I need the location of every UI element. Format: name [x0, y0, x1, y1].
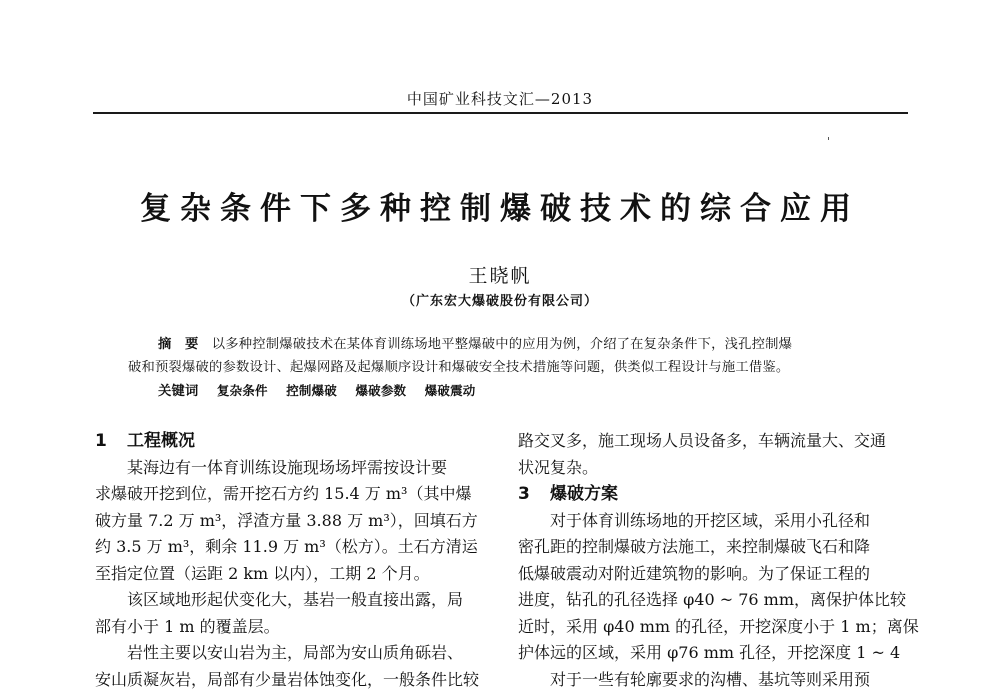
keyword: 爆破参数	[355, 383, 406, 398]
keywords-line	[158, 380, 476, 399]
header-rule	[93, 112, 908, 114]
text-line: 部有小于 1 m 的覆盖层。	[95, 614, 505, 641]
abstract-label: 摘 要	[158, 337, 199, 352]
author-name: 王晓帆	[0, 261, 1000, 288]
abstract-line-2: 破和预裂爆破的参数设计、起爆网路及起爆顺序设计和爆破安全技术措施等问题，供类似工程设计与施工借鉴。	[128, 356, 789, 375]
text-line: 状况复杂。	[518, 455, 928, 482]
keyword: 控制爆破	[286, 383, 337, 398]
section-heading-3	[518, 481, 928, 508]
article-title: 复杂条件下多种控制爆破技术的综合应用	[0, 183, 1000, 228]
text-line: 对于一些有轮廓要求的沟槽、基坑等则采用预	[518, 667, 928, 693]
scan-speck	[828, 137, 829, 140]
right-column	[518, 428, 928, 693]
running-head: 中国矿业科技文汇—2013	[0, 88, 1000, 109]
keyword: 爆破震动	[425, 383, 476, 398]
text-line: 路交叉多，施工现场人员设备多，车辆流量大、交通	[518, 428, 928, 455]
keyword: 复杂条件	[217, 383, 268, 398]
text-line: 护体远的区域，采用 φ76 mm 孔径，开挖深度 1 ~ 4	[518, 640, 928, 667]
text-line: 该区域地形起伏变化大，基岩一般直接出露，局	[95, 587, 505, 614]
text-line: 对于体育训练场地的开挖区域，采用小孔径和	[518, 508, 928, 535]
text-line: 岩性主要以安山岩为主，局部为安山质角砾岩、	[95, 640, 505, 667]
section-title: 爆破方案	[550, 484, 618, 504]
text-line: 进度，钻孔的孔径选择 φ40 ~ 76 mm，离保护体比较	[518, 587, 928, 614]
section-title: 工程概况	[127, 431, 195, 451]
text-line: 某海边有一体育训练设施现场场坪需按设计要	[95, 455, 505, 482]
section-number: 1	[95, 428, 127, 455]
abstract-text-1: 以多种控制爆破技术在某体育训练场地平整爆破中的应用为例，介绍了在复杂条件下，浅孔控制爆	[212, 337, 792, 352]
text-line: 约 3.5 万 m³，剩余 11.9 万 m³（松方）。土石方清运	[95, 534, 505, 561]
abstract-line-1	[158, 333, 792, 352]
section-heading-1	[95, 428, 505, 455]
section-number: 3	[518, 481, 550, 508]
text-line: 低爆破震动对附近建筑物的影响。为了保证工程的	[518, 561, 928, 588]
text-line: 近时，采用 φ40 mm 的孔径，开挖深度小于 1 m；离保	[518, 614, 928, 641]
text-line: 安山质凝灰岩，局部有少量岩体蚀变化，一般条件比较	[95, 667, 505, 693]
text-line: 破方量 7.2 万 m³，浮渣方量 3.88 万 m³），回填石方	[95, 508, 505, 535]
text-line: 求爆破开挖到位，需开挖石方约 15.4 万 m³（其中爆	[95, 481, 505, 508]
author-affiliation: （广东宏大爆破股份有限公司）	[0, 290, 1000, 309]
text-line: 密孔距的控制爆破方法施工，来控制爆破飞石和降	[518, 534, 928, 561]
keywords-label: 关键词	[158, 384, 199, 399]
text-line: 至指定位置（运距 2 km 以内），工期 2 个月。	[95, 561, 505, 588]
left-column	[95, 428, 505, 693]
